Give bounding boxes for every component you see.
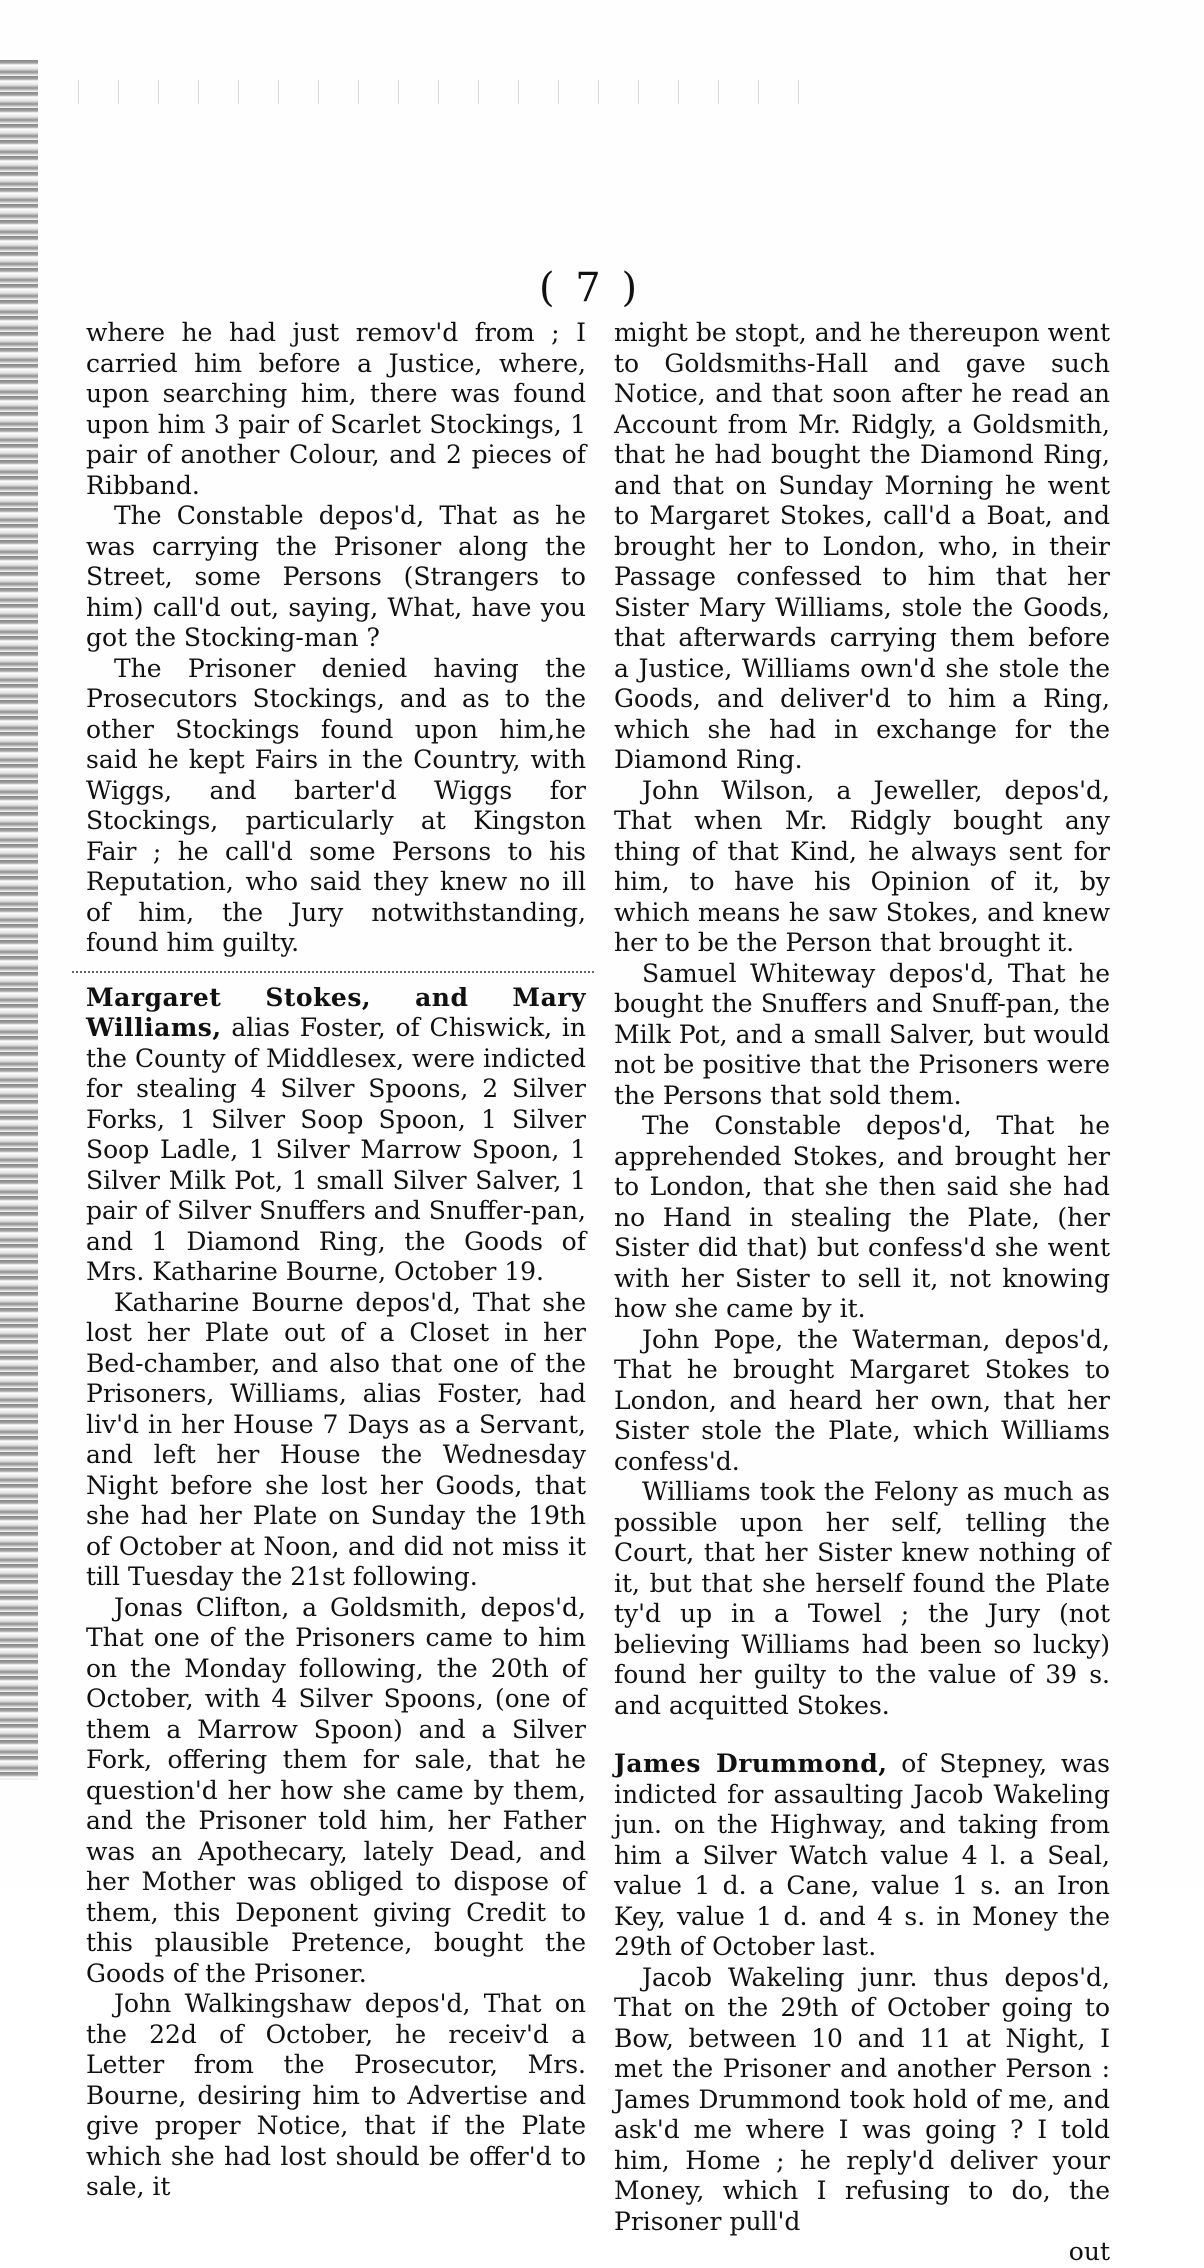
paragraph: might be stopt, and he thereupon went to Goldsmiths-Hall and gave such Notice, and that soon after he read an Account from Mr. Ridgly, a Goldsmith, that he had bought the Diamond Ring, and that on Sunday Morning he went to Margaret Stokes, call'd a Boat, and brought her to London, who, in their Passage confessed to him that her Sister Mary Williams, stole the Goods, that afterwards carrying them before a Justice, Williams own'd she stole the Goods, and deliver'd to him a Ring, which she had in exchange for the Diamond Ring.: [614, 318, 1110, 774]
paragraph: where he had just remov'd from ; I carried him before a Justice, where, upon searching him, there was found upon him 3 pair of Scarlet Stockings, 1 pair of another Colour, and 2 pieces of Ribband.: [86, 318, 586, 500]
paragraph: The Constable depos'd, That as he was carrying the Prisoner along the Street, some Persons (Strangers to him) call'd out, saying, What, have you got the Stocking-man ?: [86, 501, 586, 652]
case-heading: James Drummond,: [614, 1749, 888, 1778]
case-entry: [614, 1749, 1110, 1963]
left-column: [86, 318, 586, 2203]
catchword: out: [1068, 2237, 1110, 2266]
paragraph: Samuel Whiteway depos'd, That he bought the Snuffers and Snuff-pan, the Milk Pot, and a small Salver, but would not be positive that the Prisoners were the Persons that sold them.: [614, 958, 1110, 1110]
section-divider: [72, 971, 594, 973]
paragraph: Jacob Wakeling junr. thus depos'd, That on the 29th of October going to Bow, between 10 and 11 at Night, I met the Prisoner and another Person : James Drummond took hold of me, and ask'd me where I was going ? I told him, Home ; he reply'd deliver your Money, which I refusing to do, the Prisoner pull'd: [614, 1962, 1110, 2236]
paragraph: John Wilson, a Jeweller, depos'd, That when Mr. Ridgly bought any thing of that Kind, he always sent for him, to have his Opinion of it, by which means he saw Stokes, and knew her to be the Person that brought it.: [614, 775, 1110, 957]
page-number: ( 7 ): [538, 265, 642, 311]
right-column: [614, 318, 1110, 2268]
case-heading: Margaret Stokes, and Mary Williams,: [86, 982, 586, 1042]
paragraph: The Constable depos'd, That he apprehended Stokes, and brought her to London, that she then said she had no Hand in stealing the Plate, (her Sister did that) but confess'd she went with her Sister to sell it, not knowing how she came by it.: [614, 1111, 1110, 1323]
case-text: of Stepney, was indicted for assaulting Jacob Wakeling jun. on the Highway, and taking from him a Silver Watch value 4 l. a Seal, value 1 d. a Cane, value 1 s. an Iron Key, value 1 d. and 4 s. in Money the 29th of October last.: [614, 1749, 1110, 1961]
paragraph: John Walkingshaw depos'd, That on the 22d of October, he receiv'd a Letter from the Prosecutor, Mrs. Bourne, desiring him to Advertise and give proper Notice, that if the Plate which she had lost should be offer'd to sale, it: [86, 1989, 586, 2201]
paragraph: Williams took the Felony as much as possible upon her self, telling the Court, that her Sister knew nothing of it, but that she herself found the Plate ty'd up in a Towel ; the Jury (not believing Williams had been so lucky) found her guilty to the value of 39 s. and acquitted Stokes.: [614, 1477, 1110, 1720]
paragraph: Katharine Bourne depos'd, That she lost her Plate out of a Closet in her Bed-chamber, and also that one of the Prisoners, Williams, alias Foster, had liv'd in her House 7 Days as a Servant, and left her House the Wednesday Night before she lost her Goods, that she had her Plate on Sunday the 19th of October at Noon, and did not miss it till Tuesday the 21st following.: [86, 1287, 586, 1591]
paragraph: The Prisoner denied having the Prosecutors Stockings, and as to the other Stockings found upon him,he said he kept Fairs in the Country, with Wiggs, and barter'd Wiggs for Stockings, particularly at Kingston Fair ; he call'd some Persons to his Reputation, who said they knew no ill of him, the Jury notwithstanding, found him guilty.: [86, 653, 586, 957]
binding-edge: [0, 60, 38, 1780]
case-text: alias Foster, of Chiswick, in the County of Middlesex, were indicted for stealing 4 Silver Spoons, 2 Silver Forks, 1 Silver Soop Spoon, 1 Silver Soop Ladle, 1 Silver Marrow Spoon, 1 Silver Milk Pot, 1 small Silver Salver, 1 pair of Silver Snuffers and Snuffer-pan, and 1 Diamond Ring, the Goods of Mrs. Katharine Bourne, October 19.: [86, 1013, 587, 1286]
paragraph: John Pope, the Waterman, depos'd, That he brought Margaret Stokes to London, and heard her own, that her Sister stole the Plate, which Williams confess'd.: [614, 1324, 1110, 1476]
scan-noise: [60, 80, 800, 104]
case-entry: [86, 983, 586, 1288]
paragraph: Jonas Clifton, a Goldsmith, depos'd, That one of the Prisoners came to him on the Monday following, the 20th of October, with 4 Silver Spoons, (one of them a Marrow Spoon) and a Silver Fork, offering them for sale, that he question'd her how she came by them, and the Prisoner told him, her Father was an Apothecary, lately Dead, and her Mother was obliged to dispose of them, this Deponent giving Credit to this plausible Pretence, bought the Goods of the Prisoner.: [86, 1592, 586, 1988]
